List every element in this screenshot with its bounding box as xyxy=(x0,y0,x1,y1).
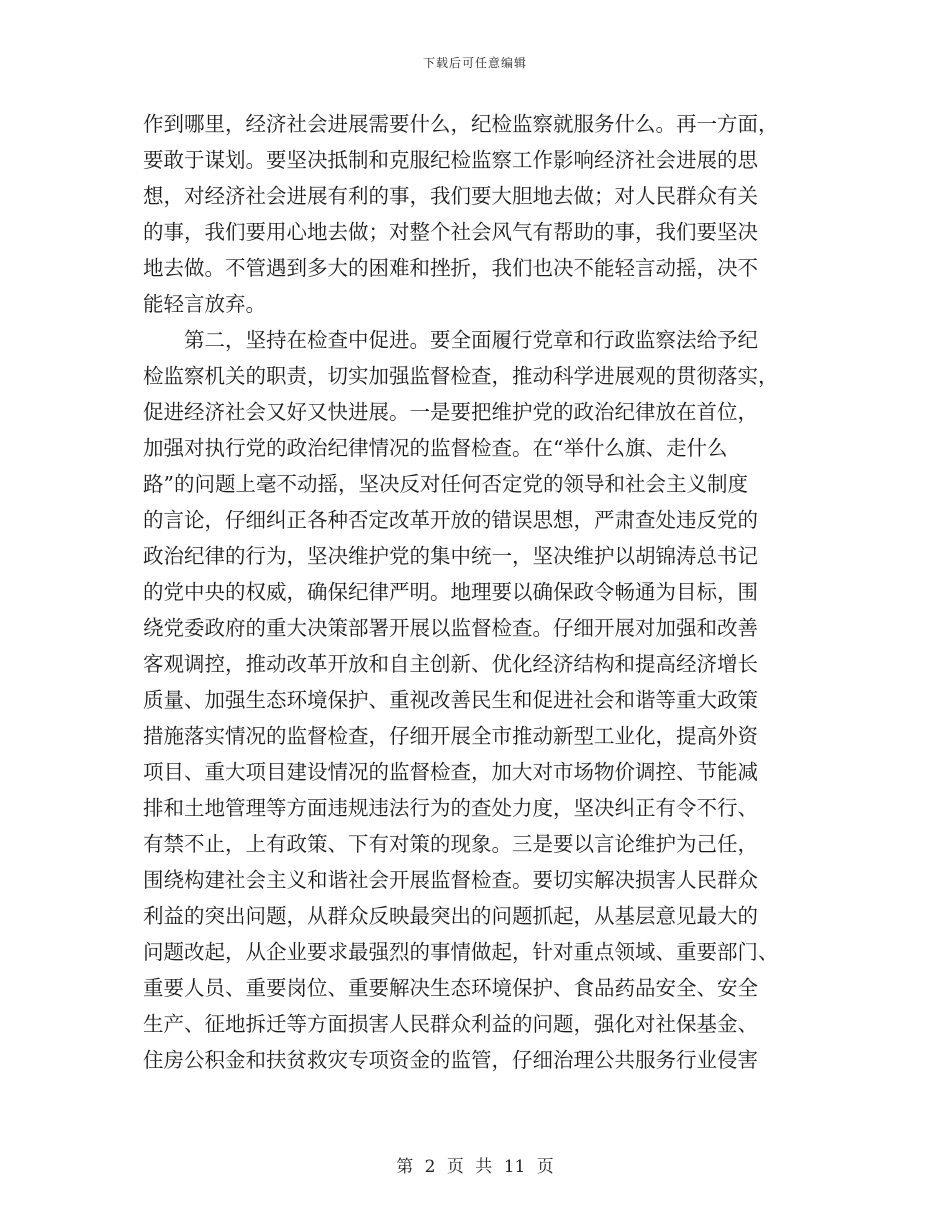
text-line: 政治纪律的行为，坚决维护党的集中统一，坚决维护以胡锦涛总书记 xyxy=(143,544,758,568)
text-line: 想，对经济社会进展有利的事，我们要大胆地去做；对人民群众有关 xyxy=(143,184,758,208)
document-body xyxy=(143,106,808,1078)
page-header-note: 下载后可任意编辑 xyxy=(422,56,527,70)
text-line: 问题改起，从企业要求最强烈的事情做起，针对重点领域、重要部门、 xyxy=(143,940,779,964)
text-line: 质量、加强生态环境保护、重视改善民生和促进社会和谐等重大政策 xyxy=(143,688,758,712)
text-line: 有禁不止，上有政策、下有对策的现象。三是要以言论维护为己任， xyxy=(143,832,758,856)
text-line: 第二，坚持在检查中促进。要全面履行党章和行政监察法给予纪 xyxy=(143,328,758,352)
text-line: 的事，我们要用心地去做；对整个社会风气有帮助的事，我们要坚决 xyxy=(143,220,758,244)
text-line: 的言论，仔细纠正各种否定改革开放的错误思想，严肃查处违反党的 xyxy=(143,508,758,532)
text-line: 措施落实情况的监督检查，仔细开展全市推动新型工业化，提高外资 xyxy=(143,724,758,748)
text-line: 的党中央的权威，确保纪律严明。地理要以确保政令畅通为目标，围 xyxy=(143,580,758,604)
text-line: 绕党委政府的重大决策部署开展以监督检查。仔细开展对加强和改善 xyxy=(143,616,758,640)
text-line: 能轻言放弃。 xyxy=(143,292,266,316)
text-line: 作到哪里，经济社会进展需要什么，纪检监察就服务什么。再一方面， xyxy=(143,112,779,136)
text-line: 项目、重大项目建设情况的监督检查，加大对市场物价调控、节能减 xyxy=(143,760,758,784)
text-line: 加强对执行党的政治纪律情况的监督检查。在“举什么旗、走什么 xyxy=(143,436,728,460)
text-line: 路”的问题上毫不动摇，坚决反对任何否定党的领导和社会主义制度 xyxy=(143,472,748,496)
text-line: 重要人员、重要岗位、重要解决生态环境保护、食品药品安全、安全 xyxy=(143,976,758,1000)
text-line: 生产、征地拆迁等方面损害人民群众利益的问题，强化对社保基金、 xyxy=(143,1012,758,1036)
text-line: 围绕构建社会主义和谐社会开展监督检查。要切实解决损害人民群众 xyxy=(143,868,758,892)
text-line: 客观调控，推动改革开放和自主创新、优化经济结构和提高经济增长 xyxy=(143,652,758,676)
text-line: 促进经济社会又好又快进展。一是要把维护党的政治纪律放在首位， xyxy=(143,400,758,424)
text-line: 检监察机关的职责，切实加强监督检查，推动科学进展观的贯彻落实， xyxy=(143,364,779,388)
text-line: 住房公积金和扶贫救灾专项资金的监管，仔细治理公共服务行业侵害 xyxy=(143,1048,758,1072)
text-line: 排和土地管理等方面违规违法行为的查处力度，坚决纠正有令不行、 xyxy=(143,796,758,820)
text-line: 要敢于谋划。要坚决抵制和克服纪检监察工作影响经济社会进展的思 xyxy=(143,148,758,172)
text-line: 利益的突出问题，从群众反映最突出的问题抓起，从基层意见最大的 xyxy=(143,904,758,928)
text-line: 地去做。不管遇到多大的困难和挫折，我们也决不能轻言动摇，决不 xyxy=(143,256,758,280)
page-number-footer: 第 2 页 共 11 页 xyxy=(396,1157,554,1177)
